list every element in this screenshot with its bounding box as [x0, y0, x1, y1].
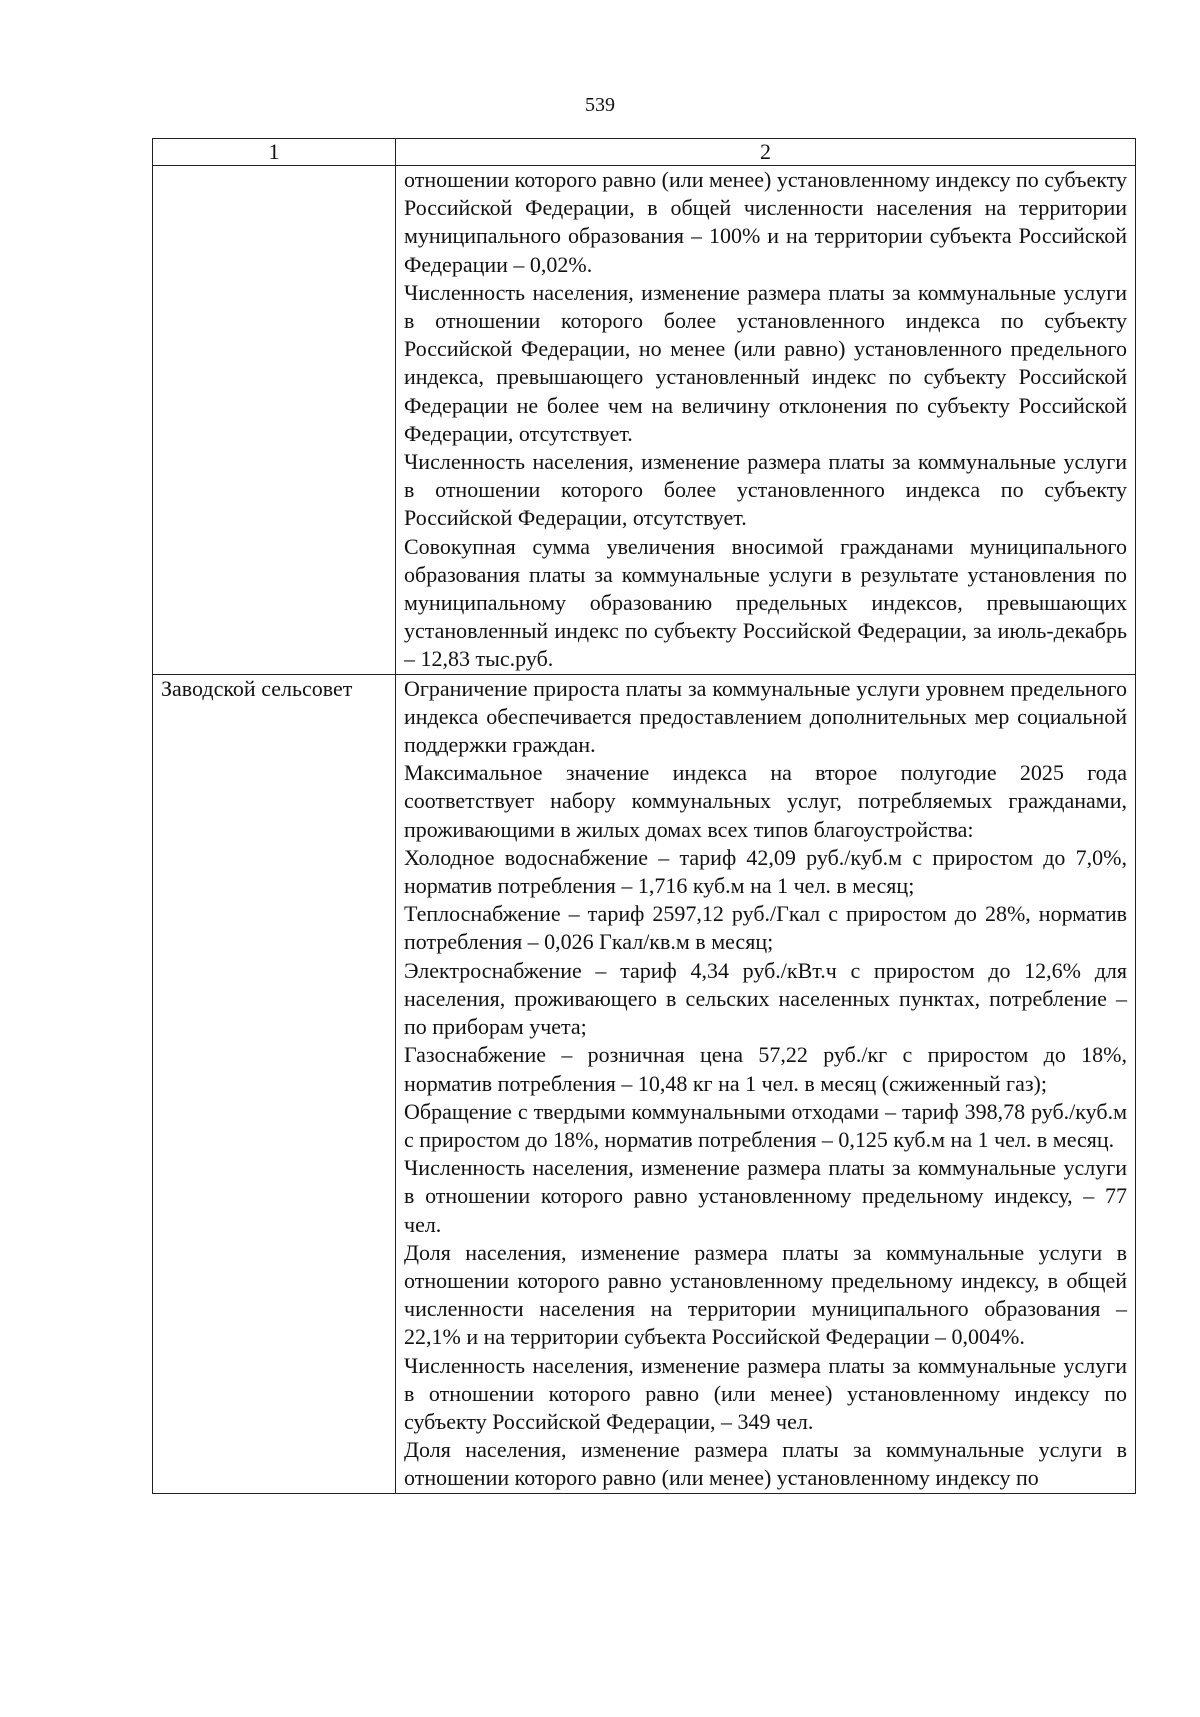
paragraph: Газоснабжение – розничная цена 57,22 руб./кг с приростом до 18%, норматив потребления – 10,48 кг на 1 чел. в месяц (сжиженный газ); [404, 1042, 1127, 1096]
paragraph: Численность населения, изменение размера платы за коммунальные услуги в отношении которого более установленного индекса по субъекту Российской Федерации, но менее (или равно) установленного предельного индекса, превышающего установленный индекс по субъекту Российской Федерации не более чем на величину отклонения по субъекту Российской Федерации, отсутствует. [404, 279, 1127, 446]
table-row [153, 166, 1136, 675]
description-cell [396, 674, 1136, 1493]
paragraph: Доля населения, изменение размера платы за коммунальные услуги в отношении которого равно (или менее) установленному индексу по [404, 1437, 1127, 1491]
paragraph: Численность населения, изменение размера платы за коммунальные услуги в отношении которого более установленного индекса по субъекту Российской Федерации, отсутствует. [404, 449, 1127, 531]
column-header-2: 2 [396, 139, 1136, 166]
paragraph: Теплоснабжение – тариф 2597,12 руб./Гкал с приростом до 28%, норматив потребления – 0,026 Гкал/кв.м в месяц; [404, 901, 1127, 955]
paragraph: Электроснабжение – тариф 4,34 руб./кВт.ч с приростом до 12,6% для населения, проживающего в сельских населенных пунктах, потребление – по приборам учета; [404, 957, 1127, 1040]
document-table [152, 138, 1136, 1494]
paragraph: отношении которого равно (или менее) установленному индексу по субъекту Российской Федерации, в общей численности населения на территории муниципального образования – 100% и на территории субъекта Российской Федерации – 0,02%. [404, 167, 1127, 277]
paragraph: Обращение с твердыми коммунальными отходами – тариф 398,78 руб./куб.м с приростом до 18%, норматив потребления – 0,125 куб.м на 1 чел. в месяц. [404, 1098, 1127, 1152]
paragraph: Совокупная сумма увеличения вносимой гражданами муниципального образования платы за коммунальные услуги в результате установления по муниципальному образованию предельных индексов, превышающих установленный индекс по субъекту Российской Федерации, за июль-декабрь – 12,83 тыс.руб. [404, 533, 1127, 672]
paragraph: Максимальное значение индекса на второе полугодие 2025 года соответствует набору коммунальных услуг, потребляемых гражданами, проживающими в жилых домах всех типов благоустройства: [404, 760, 1127, 842]
table-header-row [153, 139, 1136, 166]
paragraph: Численность населения, изменение размера платы за коммунальные услуги в отношении которого равно установленному предельному индексу, – 77 чел. [404, 1155, 1127, 1237]
paragraph: Численность населения, изменение размера платы за коммунальные услуги в отношении которого равно (или менее) установленному индексу по субъекту Российской Федерации, – 349 чел. [404, 1352, 1127, 1434]
paragraph: Холодное водоснабжение – тариф 42,09 руб./куб.м с приростом до 7,0%, норматив потребления – 1,716 куб.м на 1 чел. в месяц; [404, 844, 1127, 899]
paragraph: Ограничение прироста платы за коммунальные услуги уровнем предельного индекса обеспечивается предоставлением дополнительных мер социальной поддержки граждан. [404, 675, 1127, 758]
description-cell [396, 166, 1136, 675]
municipality-name [153, 166, 396, 675]
table-row [153, 674, 1136, 1493]
paragraph: Доля населения, изменение размера платы за коммунальные услуги в отношении которого равно установленному предельному индексу, в общей численности населения на территории муниципального образования – 22,1% и на территории субъекта Российской Федерации – 0,004%. [404, 1239, 1127, 1350]
page-number: 539 [585, 94, 615, 116]
column-header-1: 1 [153, 139, 396, 166]
municipality-name: Заводской сельсовет [153, 674, 396, 1493]
